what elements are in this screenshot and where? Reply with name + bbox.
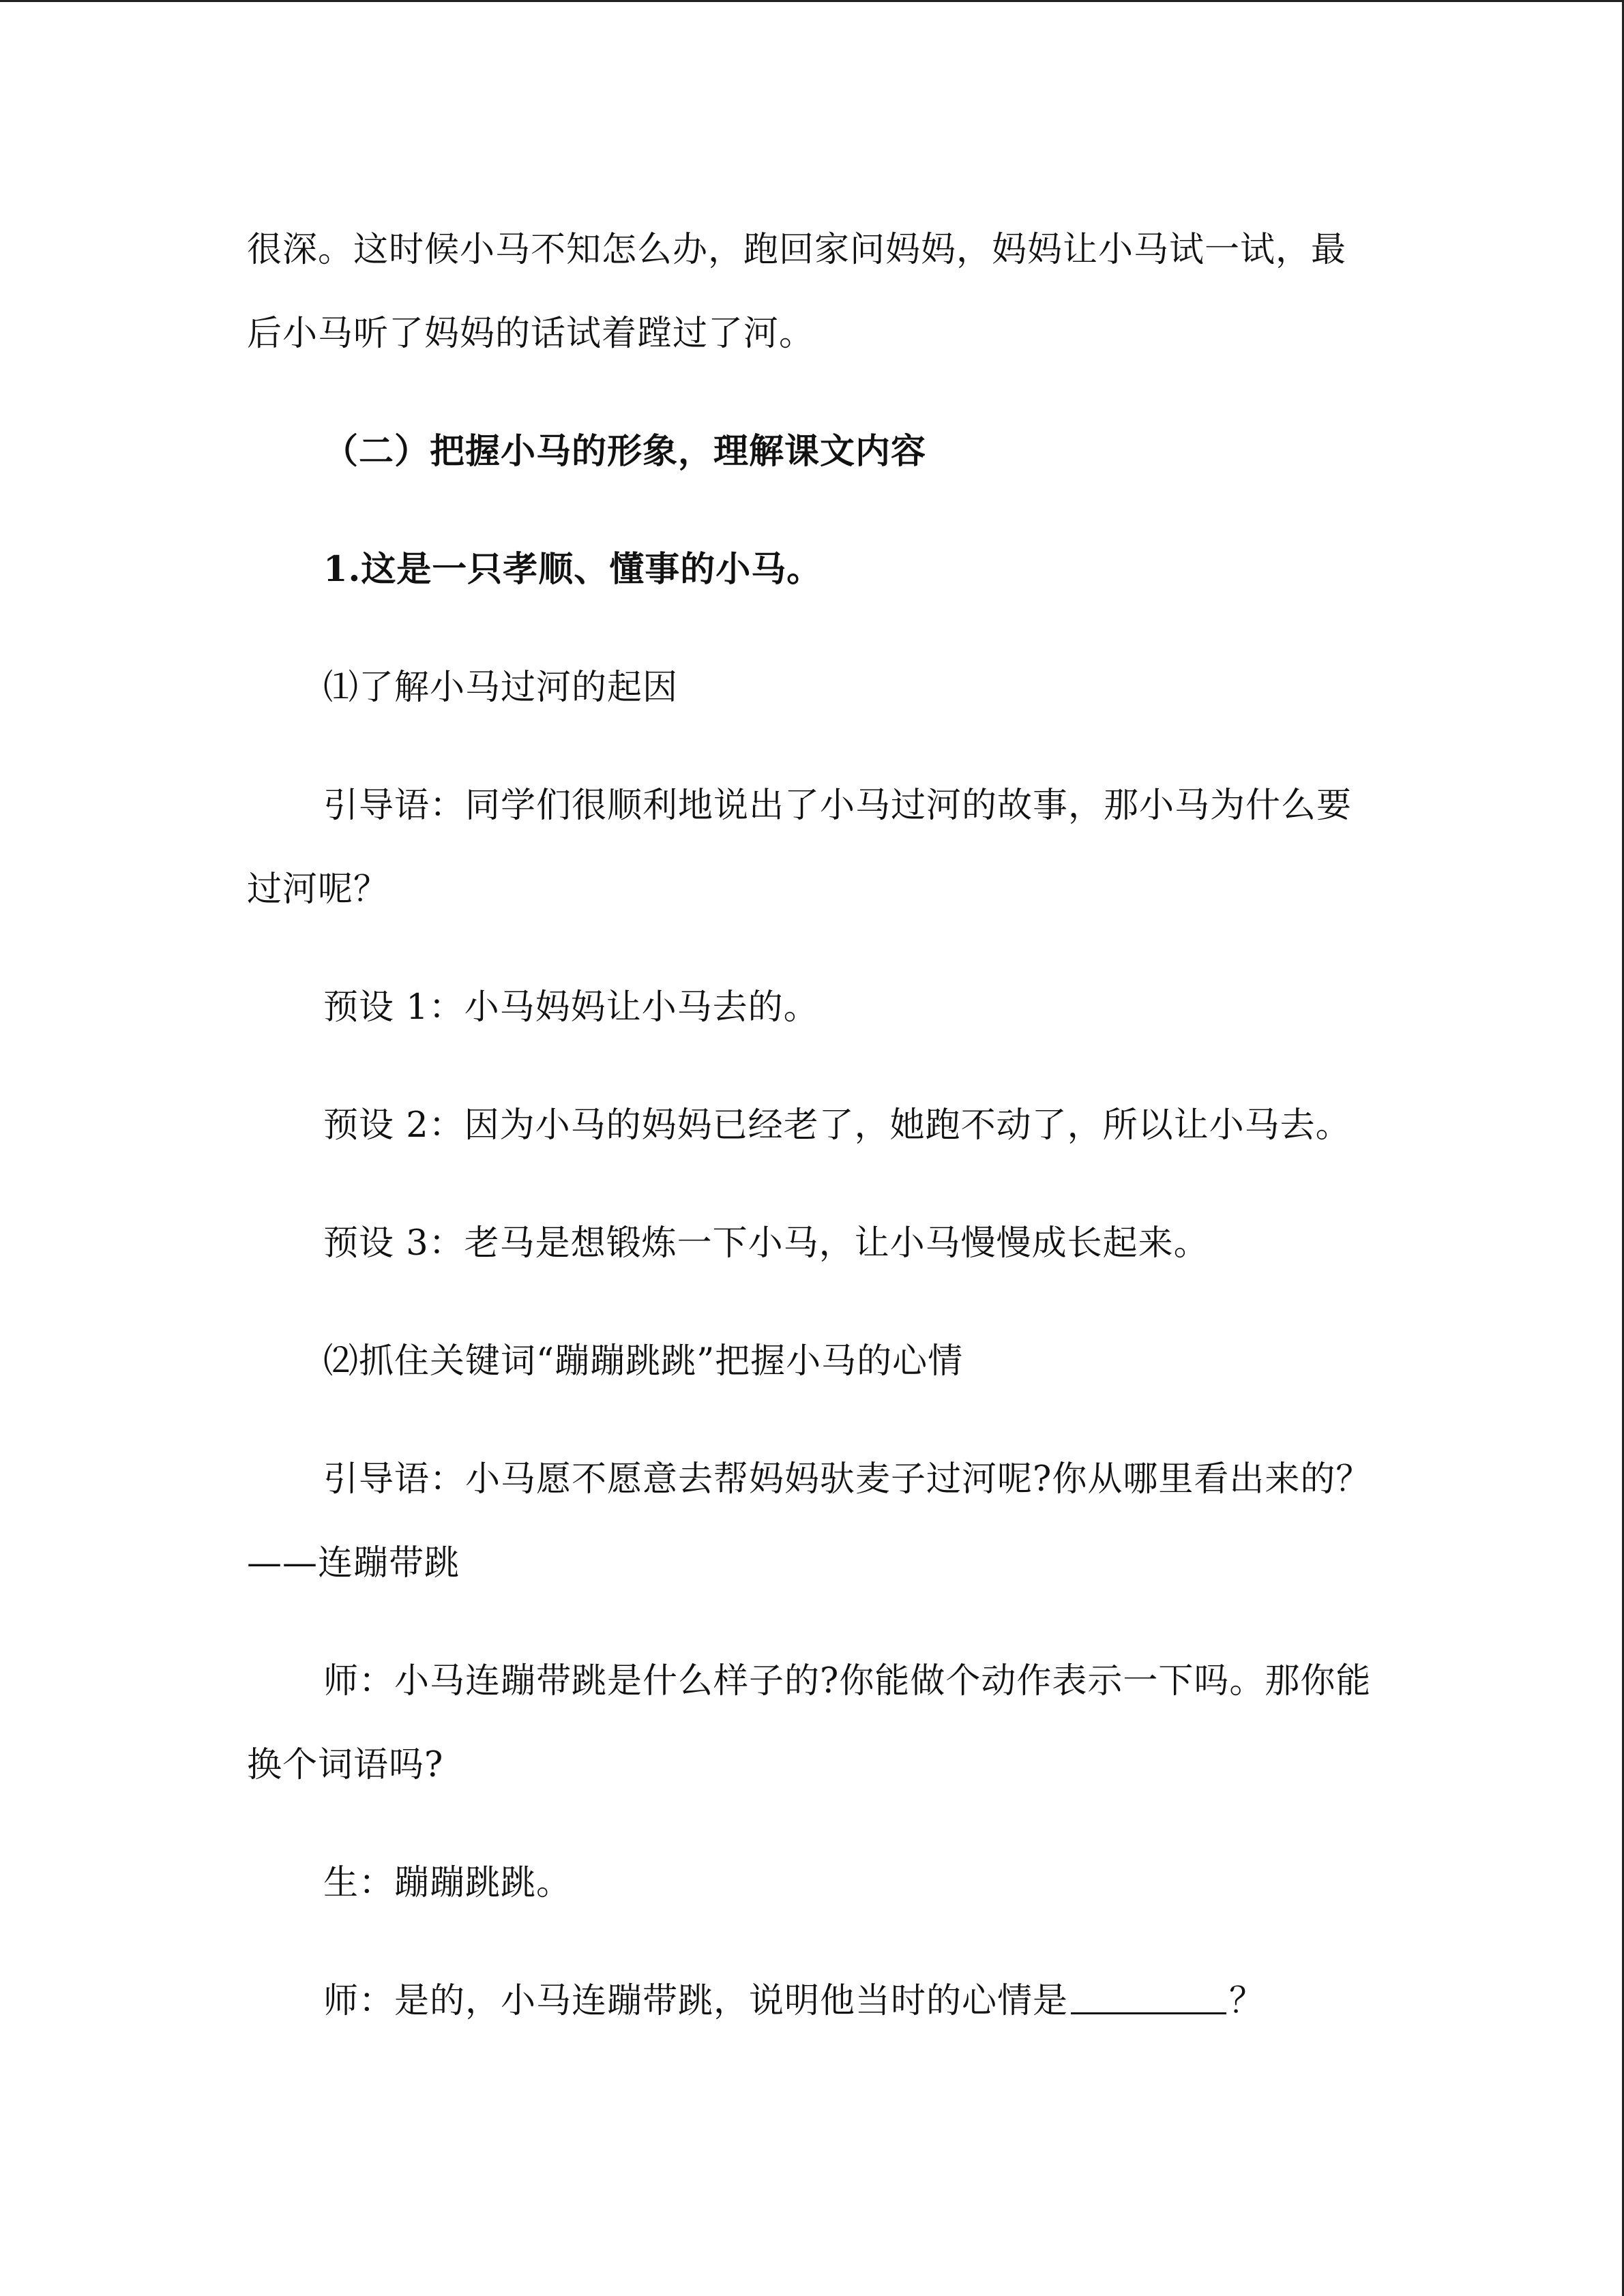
page-top-border (0, 0, 1624, 2)
step-heading: ⑵抓住关键词“蹦蹦跳跳”把握小马的心情 (323, 1341, 964, 1382)
section-heading: （二）把握小马的形象，理解课文内容 (323, 431, 927, 472)
paragraph-teacher-fill-blank (247, 1959, 1379, 2043)
document-body (247, 208, 1379, 2077)
fill-blank-question-mark: ？ (1229, 1981, 1265, 2021)
step-heading: ⑴了解小马过河的起因 (323, 668, 679, 708)
subsection-heading: 1.这是一只孝顺、懂事的小马。 (323, 549, 823, 590)
paragraph-story-summary: 很深。这时候小马不知怎么办，跑回家问妈妈，妈妈让小马试一试，最后小马听了妈妈的话试着蹚过了河。 (247, 230, 1347, 354)
paragraph-preset-3: 预设 3：老马是想锻炼一下小马，让小马慢慢成长起来。 (323, 1223, 1209, 1264)
paragraph-preset-2: 预设 2：因为小马的妈妈已经老了，她跑不动了，所以让小马去。 (323, 1105, 1351, 1146)
paragraph-guide-question: 引导语：同学们很顺利地说出了小马过河的故事，那小马为什么要过河呢？ (247, 786, 1353, 910)
fill-blank-prompt: 师：是的，小马连蹦带跳，说明他当时的心情是 (323, 1981, 1069, 2021)
paragraph-teacher: 师：小马连蹦带跳是什么样子的?你能做个动作表示一下吗。那你能换个词语吗? (247, 1661, 1372, 1785)
paragraph-preset-1: 预设 1：小马妈妈让小马去的。 (323, 987, 819, 1028)
paragraph-guide-question: 引导语：小马愿不愿意去帮妈妈驮麦子过河呢?你从哪里看出来的？——连蹦带跳 (247, 1459, 1372, 1583)
fill-blank-line (1071, 1981, 1226, 2014)
paragraph-student: 生：蹦蹦跳跳。 (323, 1863, 572, 1903)
